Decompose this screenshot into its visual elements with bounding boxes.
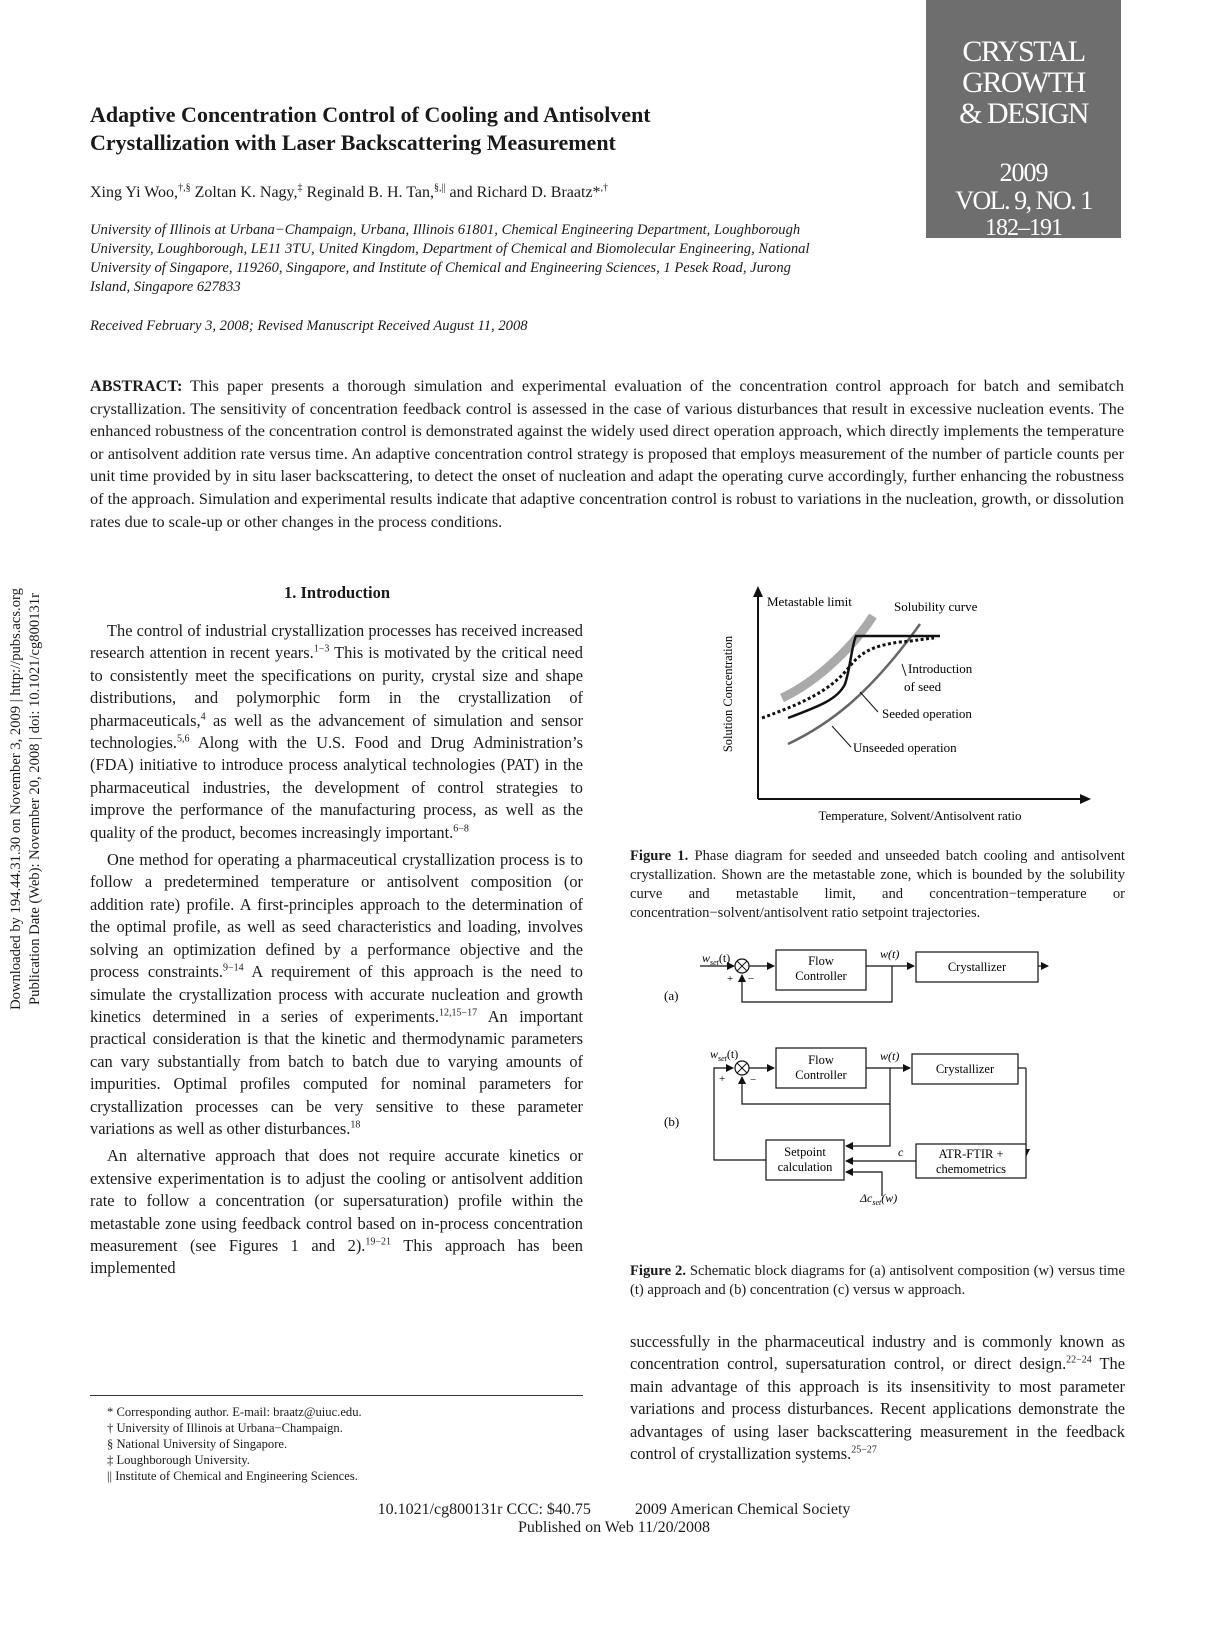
plus-sign-a: +	[727, 973, 734, 985]
citation-ref: 5,6	[176, 733, 190, 745]
concentration-label: c	[898, 1145, 904, 1159]
citation-ref: 22−24	[1066, 1354, 1092, 1366]
citation-ref: 18	[350, 1119, 361, 1131]
body-paragraph	[630, 1331, 1125, 1465]
footnotes	[90, 1404, 583, 1484]
title-line: Crystallization with Laser Backscattering Measurement	[90, 130, 616, 155]
abstract-label: ABSTRACT:	[90, 377, 183, 395]
minus-sign-a: −	[748, 973, 755, 985]
title-line: Adaptive Concentration Control of Cooling and Antisolvent	[90, 102, 651, 127]
copyright: 2009 American Chemical Society	[634, 1501, 851, 1518]
journal-year: 2009	[999, 158, 1048, 187]
wt-label-b: w(t)	[880, 1049, 900, 1063]
author-mark: †,§	[178, 182, 191, 194]
body-paragraph	[90, 1145, 583, 1279]
author-name: Zoltan K. Nagy,	[190, 184, 298, 201]
author-list	[90, 184, 608, 202]
metastable-limit-label: Metastable limit	[767, 594, 852, 609]
abstract-text: This paper presents a thorough simulation and experimental evaluation of the concentration control approach for batch and semibatch crystallization. The sensitivity of concentration feedback control is assessed in the case of various disturbances that result in excessive nucleation events. The enhanced robustness of the concentration control is demonstrated against the widely used direct operation approach, which directly implements the temperature or antisolvent addition rate versus time. An adaptive concentration control strategy is proposed that employs measurement of the number of particle counts per unit time provided by in situ laser backscattering, to detect the onset of nucleation and adapt the operating curve accordingly, further enhancing the robustness of the approach. Simulation and experimental results indicate that adaptive concentration control is robust to variations in the nucleation, growth, or dissolution rates due to scale-up or other changes in the process conditions.	[90, 377, 1124, 531]
caption-text: Schematic block diagrams for (a) antisolvent composition (w) versus time (t) approach and (b) concentration (c) versus w approach.	[630, 1263, 1125, 1298]
affiliations: University of Illinois at Urbana−Champaign, Urbana, Illinois 61801, Chemical Engineering Department, Loughborough University, Loughborough, LE11 3TU, United Kingdom, Department of Chemical and Biomolecular Engineering, National University of Singapore, 119260, Singapore, and Institute of Chemical and Engineering Sciences, 1 Pesek Road, Jurong Island, Singapore 627833	[90, 222, 810, 295]
delta-setpoint-label: $\Delta c_{set}(w)$	[860, 1191, 898, 1207]
text-run: as well as the advancement of simulation and sensor technologies.	[90, 710, 583, 753]
journal-pages: 182–191	[985, 215, 1062, 241]
citation-ref: 6−8	[453, 823, 469, 835]
text-run: This is motivated by the critical need to consistently meet the specifications on purity, crystal size and shape distributions, and polymorphic form in the crystallization of pharmaceuticals,	[90, 643, 583, 730]
text-run: The control of industrial crystallization processes has received increased research attention in recent years.	[90, 621, 583, 663]
figure-1-caption	[630, 847, 1125, 923]
panel-a-label: (a)	[664, 988, 679, 1003]
text-run: A requirement of this approach is the need to simulate the crystallization process with accurate nucleation and growth kinetics determined in a series of experiments.	[90, 962, 583, 1026]
wt-to-setpoint-arrow	[846, 1104, 890, 1146]
caption-label: Figure 1.	[630, 848, 689, 864]
received-dates: Received February 3, 2008; Revised Manuscript Received August 11, 2008	[90, 318, 528, 334]
author-mark: ‡	[297, 182, 303, 194]
body-paragraph	[90, 849, 583, 1140]
publication-info: Publication Date (Web): November 20, 2008 | doi: 10.1021/cg800131r	[27, 593, 43, 1005]
citation-ref: 4	[200, 711, 206, 723]
citation-ref: 1−3	[313, 643, 330, 655]
author-name: Reginald B. H. Tan,	[302, 184, 434, 201]
setpoint-calculation-label: calculation	[777, 1160, 833, 1174]
page-footer	[0, 1501, 1228, 1537]
atr-ftir-label: chemometrics	[935, 1162, 1007, 1176]
paper-title	[90, 101, 890, 157]
seed-leader-line	[902, 664, 906, 676]
published-date: Published on Web 11/20/2008	[517, 1519, 711, 1536]
citation-ref: 25−27	[851, 1444, 877, 1456]
body-paragraph	[90, 620, 583, 844]
citation-ref: 19−21	[365, 1236, 392, 1248]
footnote: || Institute of Chemical and Engineering Sciences.	[107, 1469, 358, 1483]
journal-name-line: CRYSTAL	[962, 35, 1085, 68]
text-run: An alternative approach that does not require accurate kinetics or extensive experimentation is to adjust the cooling or antisolvent addition rate to follow a concentration (or supersaturation) profile within the metastable zone using feedback control based on in-process concentration measurement (see Figures 1 and 2).	[90, 1146, 583, 1255]
x-axis-label: Temperature, Solvent/Antisolvent ratio	[818, 808, 1022, 823]
footnote: * Corresponding author. E-mail: braatz@uiuc.edu.	[107, 1405, 362, 1419]
author-name: and Richard D. Braatz*	[445, 184, 601, 201]
wset-label-a: $w_{set}(t)$	[702, 951, 731, 967]
download-info: Downloaded by 194.44.31.30 on November 3, 2009 | http://pubs.acs.org	[8, 588, 24, 1010]
text-run: An important practical consideration is that the kinetic and thermodynamic parameters can vary substantially from batch to batch due to varying amounts of impurities. Optimal profiles computed for nominal parameters for crystallization processes can be very sensitive to these parameter variations as well as other disturbances.	[90, 1006, 583, 1138]
caption-label: Figure 2.	[630, 1263, 686, 1279]
figure-2-caption	[630, 1262, 1125, 1300]
author-name: Xing Yi Woo,	[90, 184, 179, 201]
text-run: One method for operating a pharmaceutical crystallization process is to follow a predetermined temperature or antisolvent composition (or addition rate) profile. A first-principles approach to the determination of the optimal profile, as well as seed characteristics and loading, involves solving an optimization defined by a performance objective and the process constraints.	[90, 850, 583, 982]
citation-ref: 9−14	[222, 962, 244, 974]
figure-2-block-diagrams	[660, 947, 1130, 1228]
citation-ref: 12,15−17	[438, 1007, 478, 1019]
footnote: ‡ Loughborough University.	[107, 1453, 250, 1467]
seeded-leader-line	[860, 692, 878, 712]
plus-sign-b: +	[719, 1073, 726, 1085]
left-column	[90, 620, 583, 1285]
unseeded-leader-line	[832, 726, 851, 747]
y-axis-label: Solution Concentration	[721, 635, 735, 753]
wt-label-a: w(t)	[880, 947, 900, 961]
flow-controller-label: Flow	[808, 1053, 834, 1067]
journal-volume: VOL. 9, NO. 1	[955, 186, 1092, 215]
minus-sign-b: −	[750, 1074, 757, 1086]
setpoint-calculation-label: Setpoint	[784, 1145, 826, 1159]
panel-b-label: (b)	[664, 1114, 680, 1129]
text-run: Along with the U.S. Food and Drug Administration’s (FDA) initiative to introduce process analytical technologies (PAT) in the pharmaceutical industries, the development of control strategies to improve the performance of the manufacturing process, as well as the quality of the product, becomes increasingly important.	[90, 733, 583, 842]
text-run: successfully in the pharmaceutical industry and is commonly known as concentration control, supersaturation control, or direct design.	[630, 1332, 1125, 1374]
y-axis-arrow	[753, 586, 763, 597]
caption-text: Phase diagram for seeded and unseeded batch cooling and antisolvent crystallization. Shown are the metastable zone, which is bounded by the solubility curve and metastable limit, and concentration−temperature or concentration−solvent/antisolvent ratio setpoint trajectories.	[630, 848, 1125, 921]
crystallizer-label: Crystallizer	[935, 1062, 995, 1076]
flow-controller-label: Controller	[795, 969, 847, 983]
seeded-operation-label: Seeded operation	[882, 706, 972, 721]
journal-badge	[926, 0, 1121, 241]
footnote: † University of Illinois at Urbana−Champaign.	[107, 1421, 343, 1435]
right-column	[630, 1331, 1125, 1465]
author-mark: ,†	[600, 182, 609, 194]
crystallizer-label: Crystallizer	[947, 960, 1007, 974]
abstract	[90, 375, 1124, 533]
seed-introduction-label: Introduction	[908, 661, 973, 676]
atr-ftir-label: ATR-FTIR +	[938, 1147, 1004, 1161]
journal-name	[926, 36, 1121, 129]
download-sidebar	[4, 564, 48, 1034]
figure-1-phase-diagram	[720, 584, 1120, 824]
x-axis-arrow	[1080, 794, 1091, 804]
journal-name-line: & DESIGN	[959, 97, 1088, 130]
author-mark: §,||	[433, 182, 446, 194]
footnote-rule	[90, 1395, 583, 1396]
journal-name-line: GROWTH	[962, 66, 1085, 99]
footnote: § National University of Singapore.	[107, 1437, 288, 1451]
flow-controller-label: Flow	[808, 954, 834, 968]
solubility-curve-label: Solubility curve	[894, 599, 978, 614]
text-run: The main advantage of this approach is its insensitivity to most parameter variations and process disturbances. Recent applications demonstrate the advantages of using laser backscattering measurement in the feedback control of crystallization systems.	[630, 1354, 1125, 1464]
wset-label-b: $w_{set}(t)$	[710, 1047, 739, 1063]
flow-controller-label: Controller	[795, 1068, 847, 1082]
doi-price: 10.1021/cg800131r CCC: $40.75	[377, 1501, 591, 1518]
seed-introduction-label-2: of seed	[904, 679, 942, 694]
section-heading: 1. Introduction	[283, 583, 391, 602]
text-run: This approach has been implemented	[90, 1235, 583, 1278]
unseeded-operation-label: Unseeded operation	[853, 740, 957, 755]
